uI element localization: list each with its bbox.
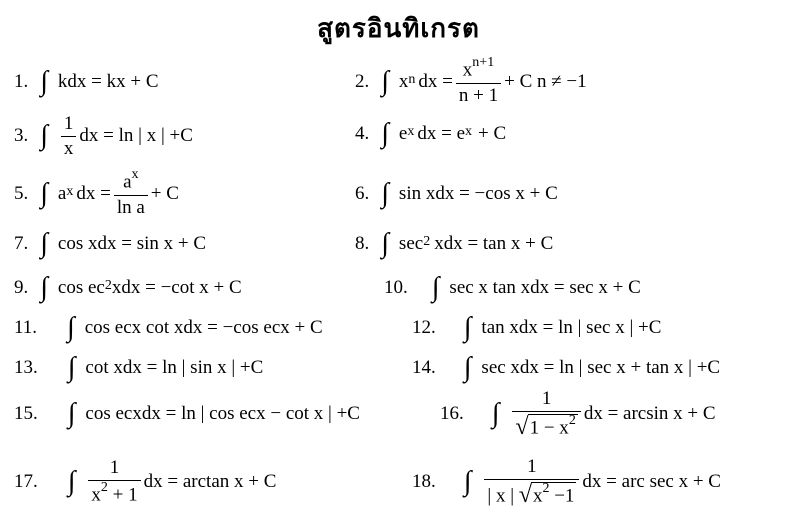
formula-number: 7. bbox=[14, 233, 29, 254]
formula-exponent: x bbox=[465, 124, 473, 139]
fraction bbox=[61, 114, 77, 159]
formula-text: dx = bbox=[76, 183, 111, 204]
formula-number: 5. bbox=[14, 183, 29, 204]
integral-sign: ∫ bbox=[431, 272, 440, 303]
formula-text: dx = bbox=[418, 71, 453, 92]
formula-exponent: x bbox=[66, 184, 74, 199]
integral-sign: ∫ bbox=[463, 312, 472, 343]
denominator-exponent: 2 bbox=[100, 480, 108, 496]
radicand-tail: −1 bbox=[554, 485, 575, 507]
denominator-tail: + 1 bbox=[112, 484, 138, 506]
fraction-numerator: 1 bbox=[527, 456, 537, 478]
formula-text: kdx = kx + C bbox=[57, 71, 159, 92]
formula-number: 18. bbox=[412, 471, 436, 492]
formula-number: 17. bbox=[14, 471, 38, 492]
formula-16 bbox=[440, 384, 716, 444]
square-root bbox=[515, 414, 577, 438]
formula-text: sec bbox=[398, 233, 424, 254]
fraction bbox=[484, 457, 579, 506]
formula-number: 11. bbox=[14, 317, 38, 338]
formula-text: dx = e bbox=[417, 123, 466, 144]
integral-sign: ∫ bbox=[40, 178, 48, 209]
formula-text: cos ecx cot xdx = −cos ecx + C bbox=[84, 317, 323, 338]
fraction-numerator: 1 bbox=[63, 112, 74, 134]
formula-base: a bbox=[57, 183, 67, 204]
formula-exponent: 2 bbox=[423, 234, 431, 249]
formula-18 bbox=[412, 452, 721, 512]
formula-1 bbox=[14, 52, 159, 112]
formula-2 bbox=[355, 52, 587, 112]
formula-text: + C bbox=[478, 123, 507, 144]
fraction-denominator: ln a bbox=[114, 195, 148, 218]
integral-sign: ∫ bbox=[381, 66, 389, 97]
formula-text: cos xdx = sin x + C bbox=[57, 233, 207, 254]
fraction bbox=[114, 167, 148, 218]
integral-sign: ∫ bbox=[381, 118, 389, 149]
formula-4 bbox=[355, 104, 506, 164]
radicand-exponent: 2 bbox=[542, 481, 550, 497]
denominator-base: x bbox=[91, 484, 101, 506]
integral-sign: ∫ bbox=[40, 272, 48, 303]
radicand-exponent: 2 bbox=[568, 413, 576, 429]
fraction-denominator bbox=[484, 479, 579, 506]
fraction-numerator: a bbox=[123, 171, 132, 193]
formula-exponent: x bbox=[407, 124, 415, 139]
formula-text: cos ecxdx = ln | cos ecx − cot x | +C bbox=[85, 403, 360, 424]
formula-number: 13. bbox=[14, 357, 38, 378]
radicand: 1 − x bbox=[529, 417, 569, 439]
numerator-exponent: x bbox=[131, 167, 139, 183]
formula-number: 9. bbox=[14, 277, 29, 298]
formula-text: + C n ≠ −1 bbox=[504, 71, 587, 92]
formula-text: + C bbox=[150, 183, 179, 204]
formula-text: dx = ln | x | +C bbox=[79, 125, 193, 146]
fraction-denominator bbox=[88, 480, 140, 505]
denominator-abs: | x | bbox=[487, 485, 515, 507]
formula-number: 10. bbox=[384, 277, 408, 298]
formula-text: sec xdx = ln | sec x + tan x | +C bbox=[481, 357, 721, 378]
formula-base: x bbox=[398, 71, 409, 92]
integral-sign: ∫ bbox=[67, 398, 76, 429]
fraction-denominator: n + 1 bbox=[456, 83, 501, 106]
fraction-numerator: 1 bbox=[109, 457, 120, 479]
formula-15 bbox=[14, 384, 360, 444]
formula-text: e bbox=[398, 123, 408, 144]
integral-sign: ∫ bbox=[491, 398, 500, 429]
fraction-numerator: x bbox=[462, 59, 473, 81]
formula-text: dx = arcsin x + C bbox=[583, 403, 716, 424]
formula-text: xdx = −cot x + C bbox=[111, 277, 242, 298]
radical-sign: √ bbox=[518, 481, 532, 508]
formula-3 bbox=[14, 106, 193, 166]
formula-text: cos ec bbox=[57, 277, 105, 298]
formula-exponent: 2 bbox=[104, 278, 112, 293]
formula-number: 2. bbox=[355, 71, 370, 92]
formula-exponent: n bbox=[408, 72, 416, 87]
square-root bbox=[519, 482, 577, 506]
radical-sign: √ bbox=[515, 413, 529, 440]
integral-sign: ∫ bbox=[463, 352, 472, 383]
fraction-numerator: 1 bbox=[541, 388, 552, 410]
formula-text: xdx = tan x + C bbox=[434, 233, 554, 254]
formula-17 bbox=[14, 452, 276, 512]
numerator-exponent: n+1 bbox=[472, 55, 495, 71]
integral-sign: ∫ bbox=[67, 466, 76, 497]
integral-sign: ∫ bbox=[381, 178, 389, 209]
fraction bbox=[456, 55, 501, 106]
formula-text: sec x tan xdx = sec x + C bbox=[449, 277, 641, 298]
formula-number: 1. bbox=[14, 71, 29, 92]
formula-text: dx = arctan x + C bbox=[143, 471, 277, 492]
fraction bbox=[88, 458, 140, 505]
integral-sign: ∫ bbox=[40, 228, 48, 259]
integral-sign: ∫ bbox=[40, 66, 48, 97]
formula-number: 15. bbox=[14, 403, 38, 424]
page-title: สูตรอินทิเกรต bbox=[317, 14, 480, 44]
formula-number: 16. bbox=[440, 403, 464, 424]
formula-text: cot xdx = ln | sin x | +C bbox=[85, 357, 264, 378]
formula-number: 8. bbox=[355, 233, 370, 254]
formula-number: 14. bbox=[412, 357, 436, 378]
formula-number: 6. bbox=[355, 183, 370, 204]
integral-sign: ∫ bbox=[381, 228, 389, 259]
integral-sign: ∫ bbox=[40, 120, 48, 151]
formula-number: 4. bbox=[355, 123, 370, 144]
fraction-denominator bbox=[512, 411, 580, 438]
integral-sign: ∫ bbox=[67, 312, 75, 343]
formula-text: sin xdx = −cos x + C bbox=[398, 183, 558, 204]
formula-text: tan xdx = ln | sec x | +C bbox=[481, 317, 662, 338]
radicand: x bbox=[532, 485, 543, 507]
formula-number: 12. bbox=[412, 317, 436, 338]
formula-text: dx = arc sec x + C bbox=[582, 471, 721, 492]
integral-sign: ∫ bbox=[67, 352, 76, 383]
integral-sign: ∫ bbox=[463, 466, 472, 497]
fraction-denominator: x bbox=[61, 136, 77, 159]
fraction bbox=[512, 389, 580, 438]
formula-number: 3. bbox=[14, 125, 29, 146]
